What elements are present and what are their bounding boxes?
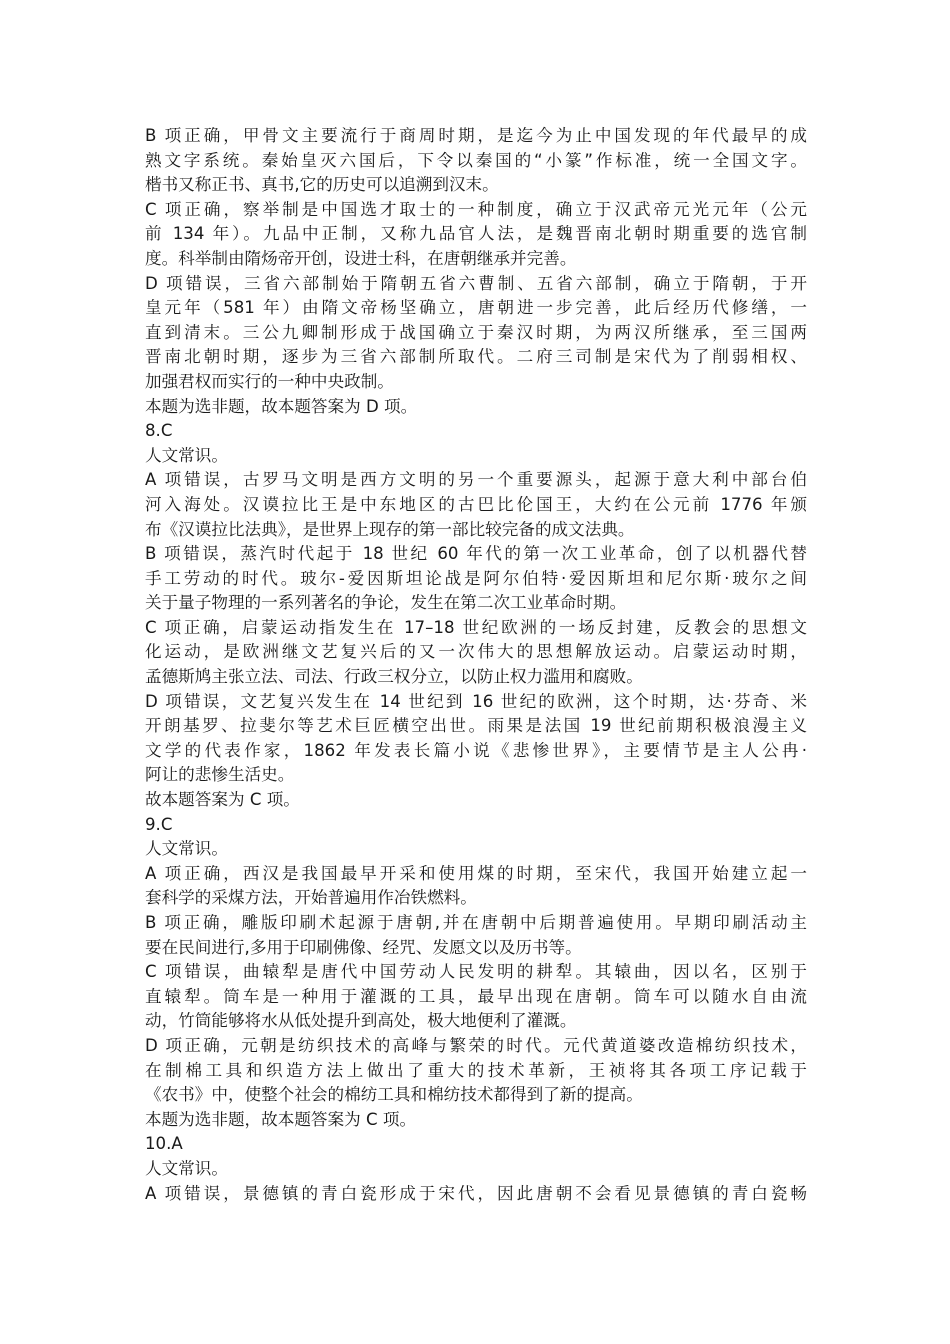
text-line: 文学的代表作家，1862 年发表长篇小说《悲惨世界》，主要情节是主人公冉· [145,740,807,760]
text-line: 熟文字系统。秦始皇灭六国后，下令以秦国的“小篆”作标准，统一全国文字。 [145,150,807,170]
text-line: D 项错误，文艺复兴发生在 14 世纪到 16 世纪的欧洲，这个时期，达·芬奇、米 [145,691,807,711]
text-line: C 项错误，曲辕犁是唐代中国劳动人民发明的耕犁。其辕曲，因以名，区别于 [145,962,807,982]
text-line: B 项错误，蒸汽时代起于 18 世纪 60 年代的第一次工业革命，创了以机器代替 [145,544,807,564]
text-line: A 项错误，古罗马文明是西方文明的另一个重要源头，起源于意大利中部台伯 [145,470,807,490]
text-line: A 项正确，西汉是我国最早开采和使用煤的时期，至宋代，我国开始建立起一 [145,863,807,883]
text-line: B 项正确，雕版印刷术起源于唐朝,并在唐朝中后期普遍使用。早期印刷活动主 [145,913,807,932]
text-line: 8.C [145,421,173,441]
text-line: 人文常识。 [145,839,228,859]
text-line: 套科学的采煤方法，开始普遍用作冶铁燃料。 [145,888,477,908]
text-line: B 项正确，甲骨文主要流行于商周时期，是迄今为止中国发现的年代最早的成 [145,126,807,145]
text-line: 10.A [145,1134,183,1154]
text-line: 故本题答案为 C 项。 [145,790,300,810]
text-line: 直辕犁。筒车是一种用于灌溉的工具，最早出现在唐朝。筒车可以随水自由流 [145,986,807,1006]
text-line: 直到清末。三公九卿制形成于战国确立于秦汉时期，为两汉所继承，至三国两 [145,322,807,342]
text-line: 皇元年（581 年）由隋文帝杨坚确立，唐朝进一步完善，此后经历代修缮，一 [145,298,807,318]
text-line: D 项错误，三省六部制始于隋朝五省六曹制、五省六部制，确立于隋朝，于开 [145,273,807,293]
text-line: 河入海处。汉谟拉比王是中东地区的古巴比伦国王，大约在公元前 1776 年颁 [145,494,807,514]
text-line: C 项正确，启蒙运动指发生在 17–18 世纪欧洲的一场反封建，反教会的思想文 [145,617,807,637]
text-line: 动，竹筒能够将水从低处提升到高处，极大地便利了灌溉。 [145,1011,577,1031]
text-line: 9.C [145,814,173,834]
text-line: 阿让的悲惨生活史。 [145,765,295,785]
text-line: 开朗基罗、拉斐尔等艺术巨匠横空出世。雨果是法国 19 世纪前期积极浪漫主义 [145,716,807,736]
text-line: 本题为选非题，故本题答案为 D 项。 [145,396,418,416]
text-line: 在制棉工具和织造方法上做出了重大的技术革新，王祯将其各项工序记载于 [145,1060,807,1080]
text-line: 前 134 年）。九品中正制，又称九品官人法，是魏晋南北朝时期重要的选官制 [145,224,807,244]
text-line: 孟德斯鸠主张立法、司法、行政三权分立，以防止权力滥用和腐败。 [145,667,643,687]
text-line: 人文常识。 [145,1158,228,1178]
text-line: 《农书》中，使整个社会的棉纺工具和棉纺技术都得到了新的提高。 [145,1085,643,1105]
text-line: 楷书又称正书、真书,它的历史可以追溯到汉末。 [145,175,499,195]
text-line: 本题为选非题，故本题答案为 C 项。 [145,1109,417,1129]
text-line: 手工劳动的时代。玻尔-爱因斯坦论战是阿尔伯特·爱因斯坦和尼尔斯·玻尔之间 [145,568,807,588]
text-line: 化运动，是欧洲继文艺复兴后的又一次伟大的思想解放运动。启蒙运动时期， [145,642,807,662]
text-line: 晋南北朝时期，逐步为三省六部制所取代。二府三司制是宋代为了削弱相权、 [145,347,807,367]
text-line: D 项正确，元朝是纺织技术的高峰与繁荣的时代。元代黄道婆改造棉纺织技术， [145,1035,807,1055]
text-line: 加强君权而实行的一种中央政制。 [145,371,394,391]
answer-explanation-text [145,124,807,1206]
text-line: 关于量子物理的一系列著名的争论，发生在第二次工业革命时期。 [145,593,627,613]
text-line: 度。科举制由隋炀帝开创，设进士科，在唐朝继承并完善。 [145,248,577,268]
text-line: A 项错误，景德镇的青白瓷形成于宋代，因此唐朝不会看见景德镇的青白瓷畅 [145,1183,807,1203]
text-line: 布《汉谟拉比法典》，是世界上现存的第一部比较完备的成文法典。 [145,519,635,539]
text-line: C 项正确，察举制是中国选才取士的一种制度，确立于汉武帝元光元年（公元 [145,199,807,219]
text-line: 要在民间进行,多用于印刷佛像、经咒、发愿文以及历书等。 [145,937,582,957]
text-line: 人文常识。 [145,445,228,465]
